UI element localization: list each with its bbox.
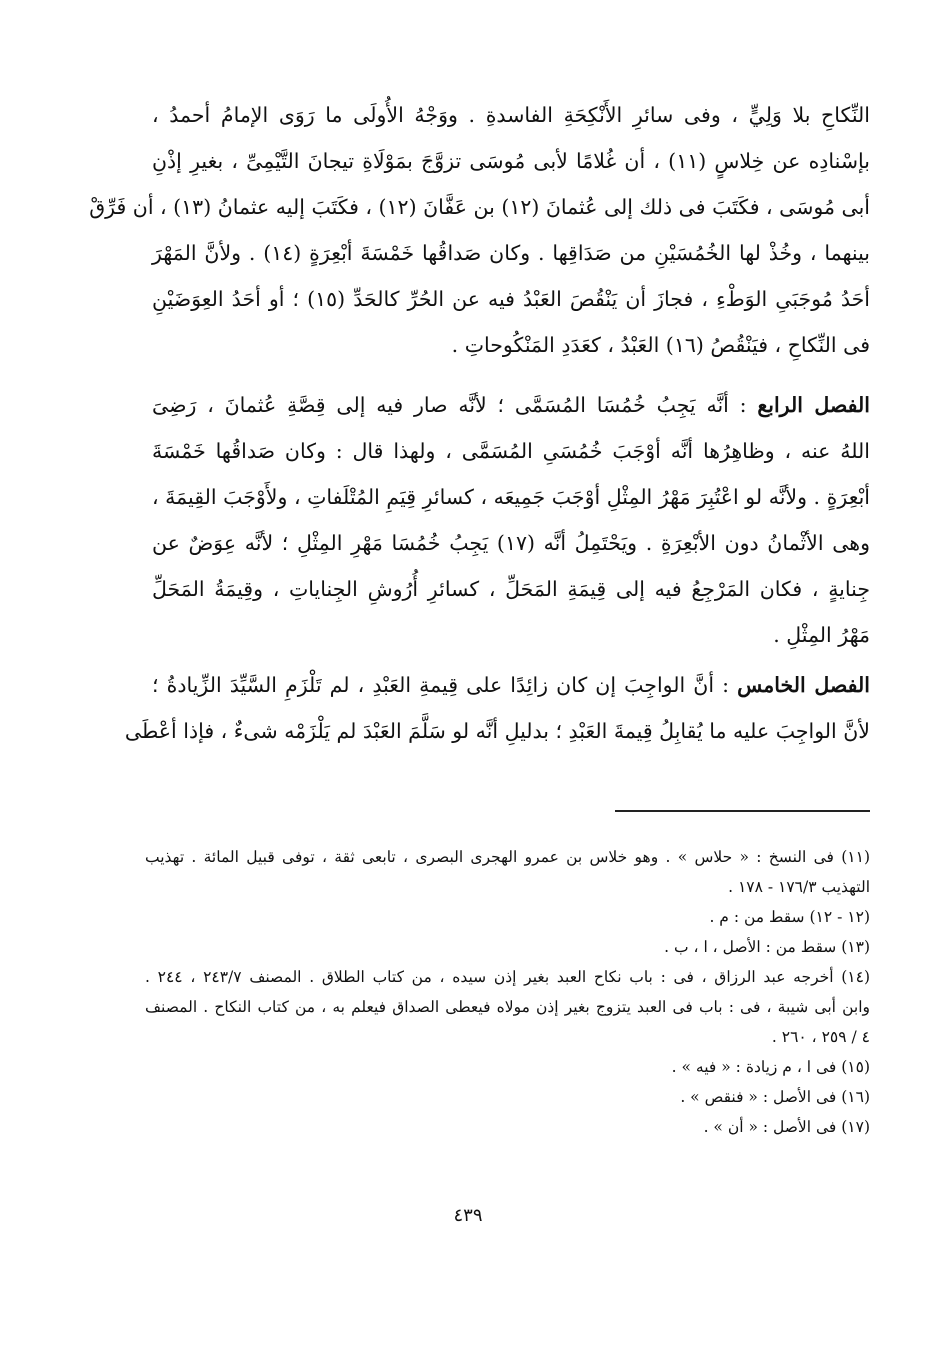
text-line: وهى الأثْمانُ دون الأبْعِرَةِ . ويَحْتَمِلُ أنَّه (١٧) يَجِبُ خُمُسَا مَهْرِ المِثْلِ ؛ لأنَّه عِوَضٌ عن <box>152 531 870 555</box>
footnotes <box>145 842 870 1142</box>
text-line: لأنَّ الواجِبَ عليه ما يُقابِلُ قِيمةَ العَبْدِ ؛ بدليلِ أنَّه لو سَلَّمَ العَبْدَ لم يَلْزَمْه شىءٌ ، فإذا أعْطَى <box>124 719 870 743</box>
text-line <box>152 662 870 708</box>
text-line: اللهُ عنه ، وظاهِرُها أنَّه أوْجَبَ خُمُسَىِ المُسَمَّى ، ولهذا قال : وكان صَداقُها خَمْسَةَ <box>152 439 870 463</box>
section-heading: الفصل الرابع <box>757 393 870 417</box>
footnote-line: وابن أبى شيبة ، فى : باب فى العبد يتزوج بغير إذن مولاه فيعطى الصداق فيعلم به ، من كتاب النكاح . المصنف <box>145 998 870 1016</box>
text-line: فى النِّكاحِ ، فيَنْقُصُ (١٦) العَبْدُ ، كعَدَدِ المَنْكُوحاتِ . <box>451 333 870 357</box>
footnote-separator <box>615 810 870 812</box>
footnote-line: (١٦) فى الأصل : « فنقص » . <box>680 1088 870 1106</box>
text-line: أحَدُ مُوجَبَىِ الوَطْءِ ، فجازَ أن يَنْقُصَ العَبْدُ فيه عن الحُرِّ كالحَدِّ (١٥) ؛ أو أحَدُ العِوَضَيْنِ <box>152 287 870 311</box>
text-span: : أنَّ الواجِبَ إن كان زائِدًا على قِيمةِ العَبْدِ ، لم تَلْزَمِ السَّيِّدَ الزِّيادةُ ؛ <box>152 673 730 697</box>
footnote-line: التهذيب ١٧٦/٣ - ١٧٨ . <box>728 878 870 896</box>
footnote-line: (١٢ - ١٢) سقط من : م . <box>709 908 870 926</box>
section-heading: الفصل الخامس <box>737 673 870 697</box>
page-number: ٤٣٩ <box>453 1205 483 1226</box>
footnote-line: (١٥) فى ا ، م زيادة : « فيه » . <box>671 1058 870 1076</box>
text-line: أبى مُوسَى ، فكَتَبَ فى ذلك إلى عُثمانَ (١٢) بن عَفَّانَ (١٢) ، فكَتَبَ إليه عثمانُ (١٣) ، أن فَرِّقْ <box>89 195 870 219</box>
footnote-line: (١٧) فى الأصل : « أن » . <box>703 1118 870 1136</box>
text-line: جِنايةٍ ، فكان المَرْجِعُ فيه إلى قِيمَةِ المَحَلِّ ، كسائرِ أُرُوشِ الجِناياتِ ، وقِيمَةُ المَحَلِّ <box>152 577 870 601</box>
text-line: النِّكاحِ بلا وَلِيٍّ ، وفى سائرِ الأَنْكِحَةِ الفاسدةِ . ووَجْهُ الأُولَى ما رَوَى الإمامُ أحمدُ ، <box>152 103 870 127</box>
text-span: : أنَّه يَجِبُ خُمُسَا المُسَمَّى ؛ لأنَّه صار فيه إلى قِصَّةِ عُثمانَ ، رَضِىَ <box>152 393 747 417</box>
text-line: مَهْرُ المِثْلِ . <box>773 623 870 647</box>
main-text <box>89 92 870 754</box>
text-line: بينهما ، وخُذْ لها الخُمُسَيْنِ من صَدَاقِها . وكان صَداقُها خَمْسَةَ أبْعِرَةٍ (١٤) . ولأنَّ المَهْرَ <box>152 241 870 265</box>
footnote-line: (١١) فى النسخ : « حلاس » . وهو خلاس بن عمرو الهجرى البصرى ، تابعى ثقة ، توفى قبيل المائة . تهذيب <box>145 848 870 866</box>
footnote-line: (١٤) أخرجه عبد الرزاق ، فى : باب نكاح العبد بغير إذن سيده ، من كتاب الطلاق . المصنف ٢٤٣/٧ ، ٢٤٤ . <box>145 968 870 986</box>
text-line: بإسْنادِه عن خِلاسٍ (١١) ، أن غُلامًا لأبى مُوسَى تزوَّجَ بمَوْلَاةِ تيجانَ التَّيْمِىِّ ، بغيرِ إذْنِ <box>152 149 870 173</box>
text-line: أبْعِرَةٍ . ولأنَّه لو اعْتُبِرَ مَهْرُ المِثْلِ أوْجَبَ جَمِيعَه ، كسائرِ قِيَمِ المُتْلَفاتِ ، ولأَوْجَبَ القِيمَةَ ، <box>152 485 870 509</box>
text-line <box>152 382 870 428</box>
footnote-line: ٤ / ٢٥٩ ، ٢٦٠ . <box>771 1028 870 1046</box>
footnote-line: (١٣) سقط من : الأصل ، ا ، ب . <box>664 938 870 956</box>
